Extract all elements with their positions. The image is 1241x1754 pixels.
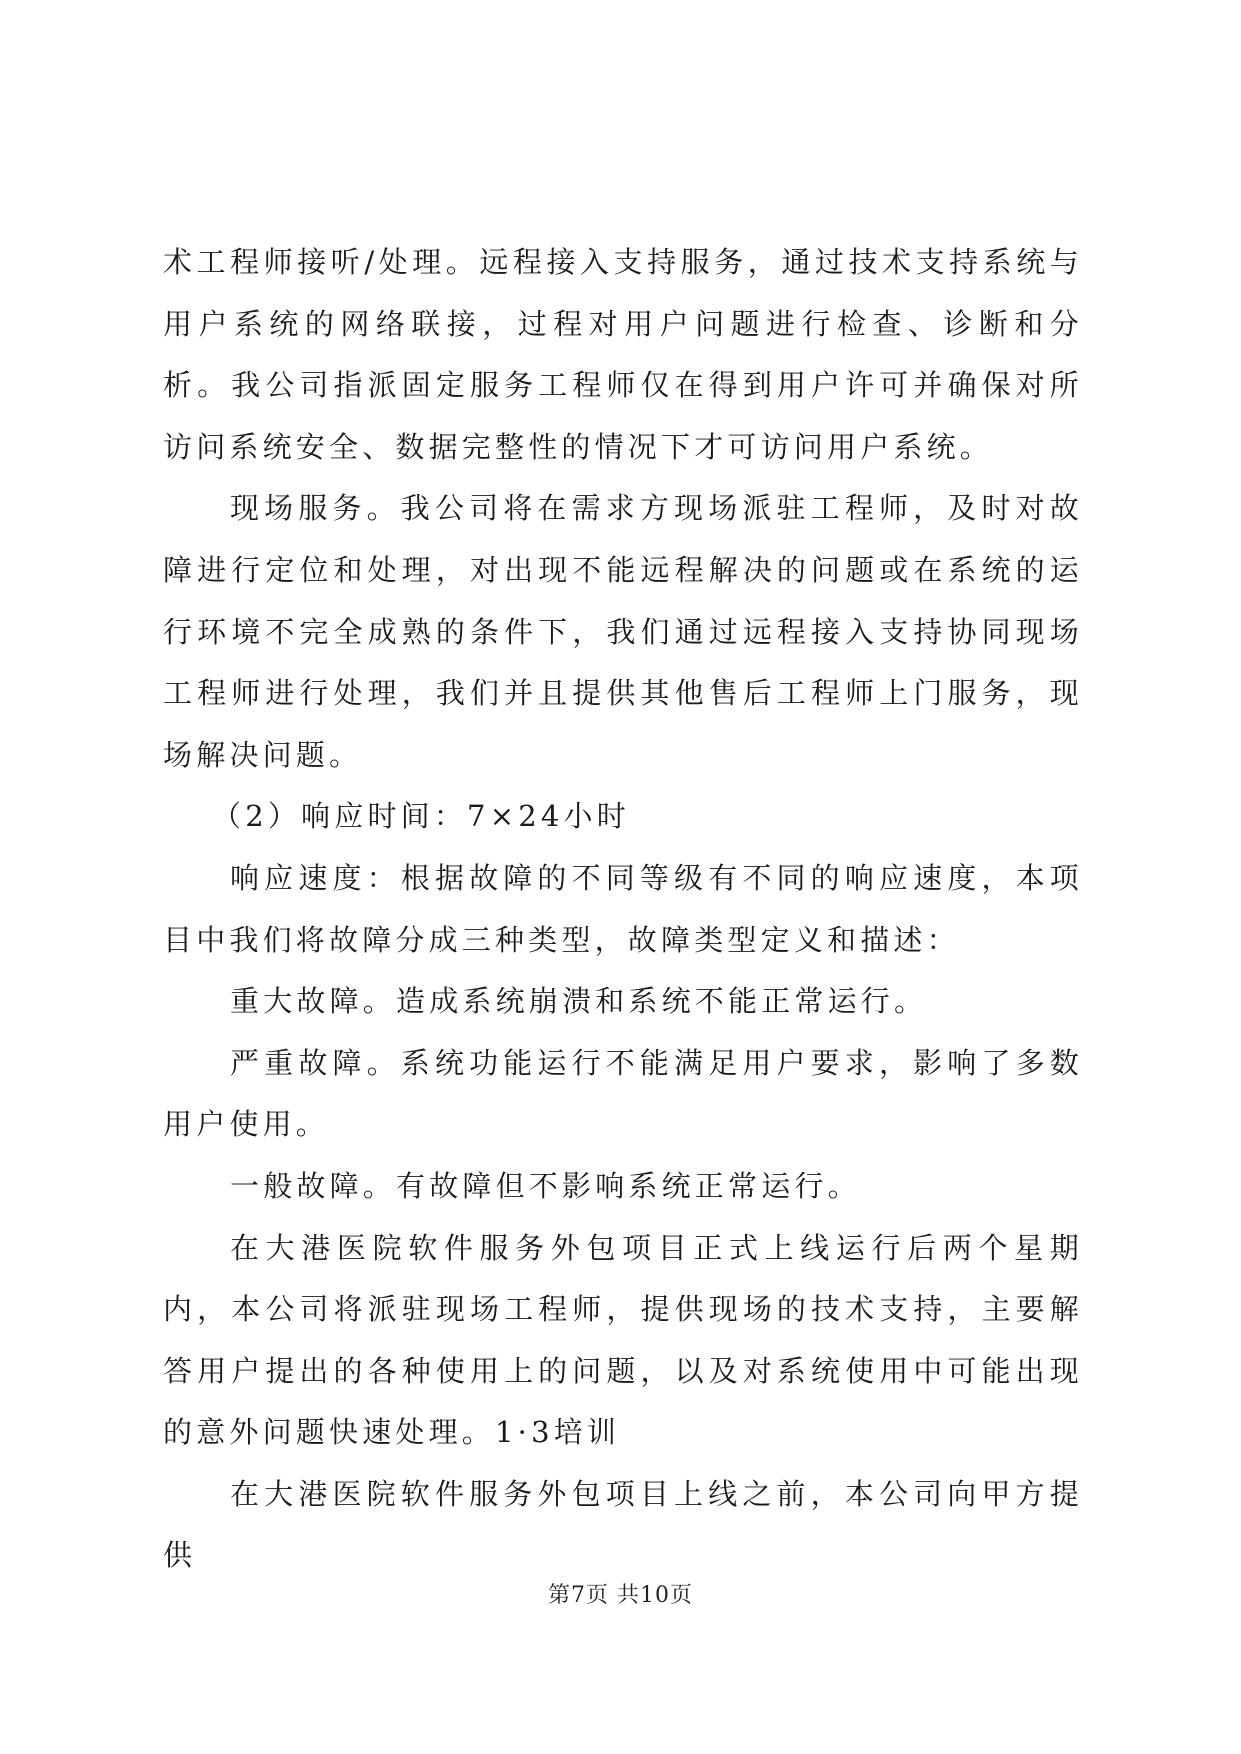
section-heading-response-time: （2）响应时间：7×24小时 [212, 799, 630, 834]
paragraph-response-speed: 响应速度：根据故障的不同等级有不同的响应速度，本项目中我们将故障分成三种类型，故障类型定义和描述： [163, 860, 1083, 957]
paragraph-post-launch-support: 在大港医院软件服务外包项目正式上线运行后两个星期内，本公司将派驻现场工程师，提供现场的技术支持，主要解答用户提出的各种使用上的问题，以及对系统使用中可能出现的意外问题快速处理。1·3培训 [163, 1230, 1083, 1450]
paragraph-remote-support: 术工程师接听/处理。远程接入支持服务，通过技术支持系统与用户系统的网络联接，过程对用户问题进行检查、诊断和分析。我公司指派固定服务工程师仅在得到用户许可并确保对所访问系统安全、数据完整性的情况下才可访问用户系统。 [163, 245, 1083, 464]
paragraph-serious-fault: 严重故障。系统功能运行不能满足用户要求，影响了多数用户使用。 [163, 1045, 1083, 1142]
page-number-footer: 第7页 共10页 [548, 1583, 693, 1608]
document-body [163, 232, 1083, 1587]
paragraph-major-fault: 重大故障。造成系统崩溃和系统不能正常运行。 [230, 984, 928, 1019]
paragraph-general-fault: 一般故障。有故障但不影响系统正常运行。 [230, 1168, 861, 1203]
paragraph-training: 在大港医院软件服务外包项目上线之前，本公司向甲方提供 [163, 1476, 1083, 1573]
paragraph-onsite-service: 现场服务。我公司将在需求方现场派驻工程师，及时对故障进行定位和处理，对出现不能远程解决的问题或在系统的运行环境不完全成熟的条件下，我们通过远程接入支持协同现场工程师进行处理，我们并且提供其他售后工程师上门服务，现场解决问题。 [163, 491, 1083, 772]
